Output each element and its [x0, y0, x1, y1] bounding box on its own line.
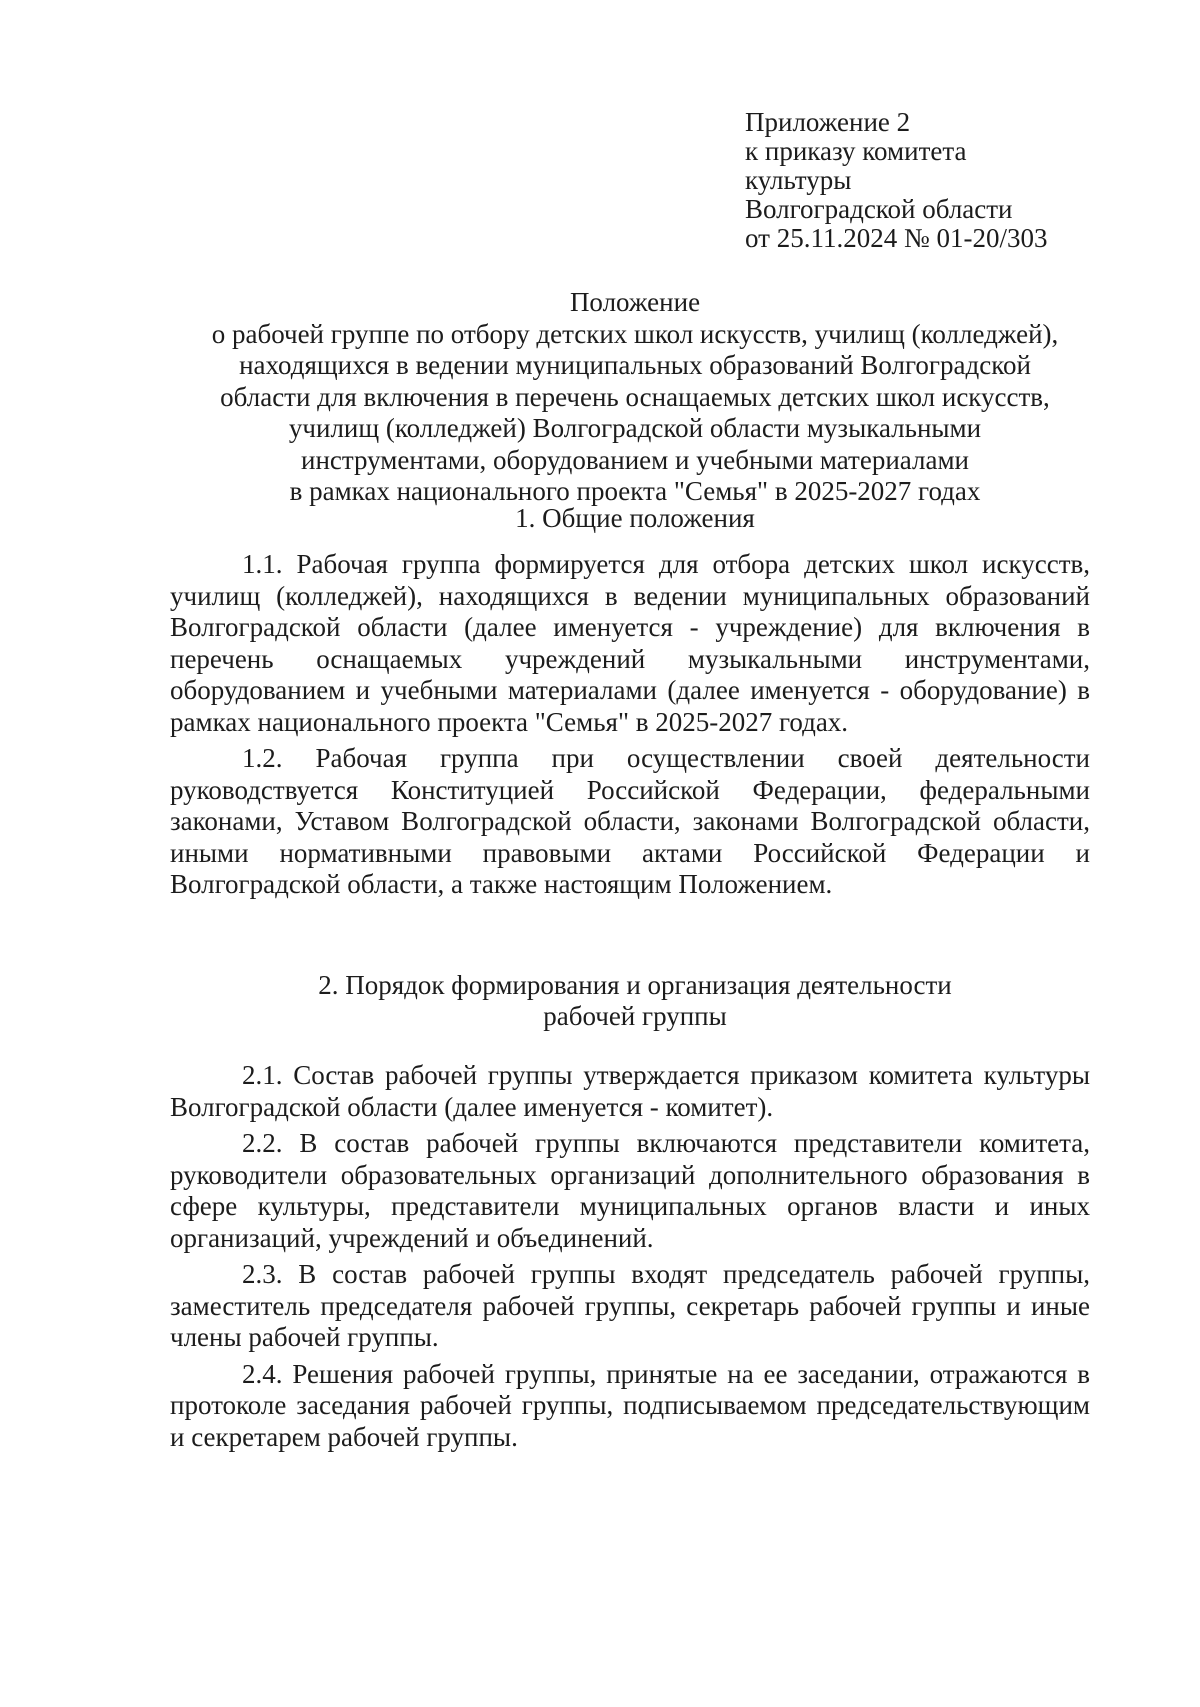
title-line: в рамках национального проекта "Семья" в 2025-2027 годах [289, 476, 981, 506]
appendix-line: культуры [745, 165, 852, 195]
appendix-line: Волгоградской области [745, 194, 1013, 224]
paragraph-2-2: 2.2. В состав рабочей группы включаются представители комитета, руководители образовательных организаций дополнительного образования в сфере культуры, представители муниципальных органов власти и иных организаций, учреждений и объединений. [170, 1128, 1090, 1253]
appendix-line: Приложение 2 [745, 107, 911, 137]
document-title [150, 287, 1120, 508]
section-heading-line: рабочей группы [543, 1001, 727, 1031]
section-heading-line: 2. Порядок формирования и организация деятельности [318, 970, 952, 1000]
paragraph-2-4: 2.4. Решения рабочей группы, принятые на ее заседании, отражаются в протоколе заседания рабочей группы, подписываемом председательствующим и секретарем рабочей группы. [170, 1358, 1090, 1452]
paragraph-1-2: 1.2. Рабочая группа при осуществлении своей деятельности руководствуется Конституцией Российской Федерации, федеральными законами, Уставом Волгоградской области, законами Волгоградской области, иными нормативными правовыми актами Российской Федерации и Волгоградской области, а также настоящим Положением. [170, 743, 1090, 899]
section-1-heading [150, 503, 1120, 534]
paragraph-2-1: 2.1. Состав рабочей группы утверждается приказом комитета культуры Волгоградской области (далее именуется - комитет). [170, 1060, 1090, 1122]
title-line: училищ (колледжей) Волгоградской области музыкальными [288, 413, 982, 443]
title-line: о рабочей группе по отбору детских школ искусств, училищ (колледжей), [211, 318, 1059, 349]
title-line: находящихся в ведении муниципальных образований Волгоградской [239, 350, 1031, 380]
title-line: инструментами, оборудованием и учебными материалами [301, 444, 969, 475]
title-heading: Положение [569, 287, 701, 317]
paragraph-1-1: 1.1. Рабочая группа формируется для отбора детских школ искусств, училищ (колледжей), находящихся в ведении муниципальных образований Волгоградской области (далее именуется - учреждение) для включения в перечень оснащаемых учреждений музыкальными инструментами, оборудованием и учебными материалами (далее именуется - оборудование) в рамках национального проекта "Семья" в 2025-2027 годах. [170, 549, 1090, 737]
section-1-body [170, 549, 1090, 901]
appendix-line: к приказу комитета [745, 136, 967, 166]
appendix-reference [745, 108, 1047, 253]
paragraph-2-3: 2.3. В состав рабочей группы входят председатель рабочей группы, заместитель председателя рабочей группы, секретарь рабочей группы и иные члены рабочей группы. [170, 1259, 1090, 1352]
title-line: области для включения в перечень оснащаемых детских школ искусств, [220, 381, 1050, 412]
appendix-line: от 25.11.2024 № 01-20/303 [745, 223, 1048, 253]
section-2-heading [150, 970, 1120, 1032]
section-heading-line: 1. Общие положения [515, 503, 755, 533]
section-2-body [170, 1060, 1090, 1453]
